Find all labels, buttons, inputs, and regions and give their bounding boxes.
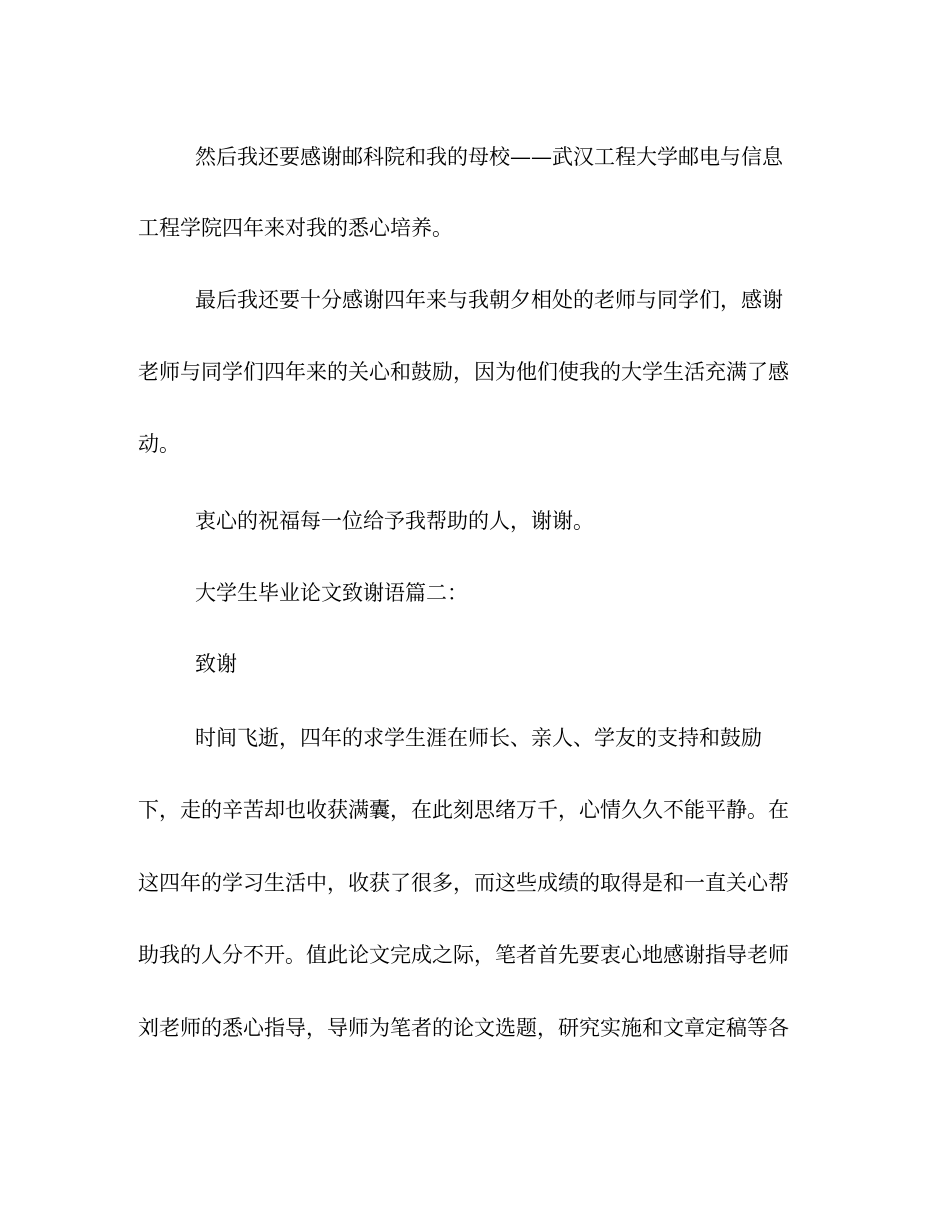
paragraph-line: 动。 [138, 432, 180, 456]
section-heading: 大学生毕业论文致谢语篇二： [195, 581, 468, 605]
paragraph-line: 老师与同学们四年来的关心和鼓励，因为他们使我的大学生活充满了感 [138, 360, 789, 384]
section-title: 致谢 [195, 652, 237, 676]
paragraph-line: 然后我还要感谢邮科院和我的母校——武汉工程大学邮电与信息 [195, 145, 783, 169]
paragraph-line: 最后我还要十分感谢四年来与我朝夕相处的老师与同学们，感谢 [195, 288, 783, 312]
paragraph-line: 衷心的祝福每一位给予我帮助的人，谢谢。 [195, 509, 594, 533]
paragraph-line: 这四年的学习生活中，收获了很多，而这些成绩的取得是和一直关心帮 [138, 871, 789, 895]
paragraph-line: 工程学院四年来对我的悉心培养。 [138, 216, 453, 240]
paragraph-line: 助我的人分不开。值此论文完成之际，笔者首先要衷心地感谢指导老师 [138, 943, 789, 967]
paragraph-line: 刘老师的悉心指导，导师为笔者的论文选题，研究实施和文章定稿等各 [138, 1016, 789, 1040]
paragraph-line: 时间飞逝，四年的求学生涯在师长、亲人、学友的支持和鼓励 [195, 726, 762, 750]
paragraph-line: 下，走的辛苦却也收获满囊，在此刻思绪万千，心情久久不能平静。在 [138, 798, 789, 822]
